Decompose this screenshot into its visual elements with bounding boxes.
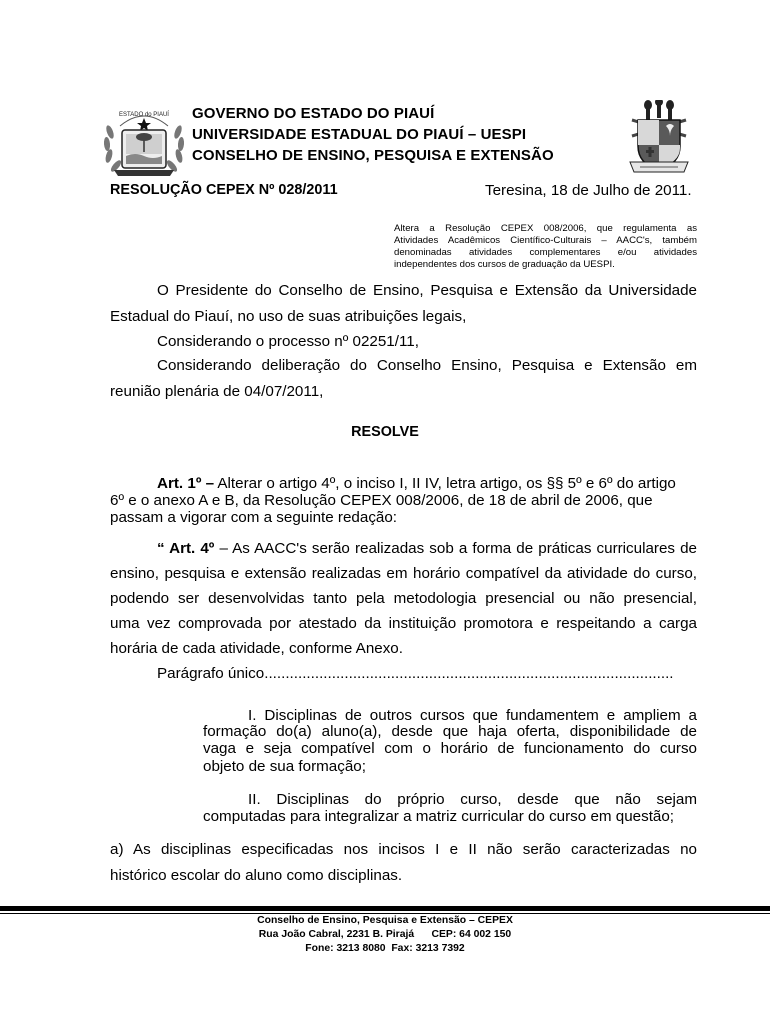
- art4-line: horária de cada atividade, conforme Anexo.: [110, 640, 403, 657]
- resolution-number: RESOLUÇÃO CEPEX Nº 028/2011: [110, 182, 338, 198]
- footer-address: Rua João Cabral, 2231 B. Pirajá CEP: 64 002 150: [258, 929, 512, 940]
- header-council: CONSELHO DE ENSINO, PESQUISA E EXTENSÃO: [192, 147, 554, 164]
- preamble-line: O Presidente do Conselho de Ensino, Pesquisa e Extensão da Universidade: [157, 282, 697, 299]
- inciso-i-line: formação do(a) aluno(a), desde que haja oferta, disponibilidade de: [203, 723, 697, 740]
- art4-line: podendo ser desenvolvidas tanto pela metodologia presencial ou não presencial,: [110, 590, 697, 607]
- place-date: Teresina, 18 de Julho de 2011.: [485, 182, 692, 199]
- ementa-line: independentes dos cursos de graduação da UESPI.: [394, 259, 615, 270]
- svg-text:ESTADO do PIAUÍ: ESTADO do PIAUÍ: [119, 112, 169, 118]
- alinea-a-line: histórico escolar do aluno como disciplinas.: [110, 867, 403, 884]
- inciso-ii-line: computadas para integralizar a matriz curricular do curso em questão;: [203, 808, 675, 825]
- art4-line: ensino, pesquisa e extensão realizadas em horário compatível da atividade do curso,: [110, 565, 697, 582]
- art4-label: “ Art. 4º: [157, 540, 215, 557]
- considering-deliberation: Considerando deliberação do Conselho Ensino, Pesquisa e Extensão em: [157, 357, 697, 374]
- inciso-i-line: I. Disciplinas de outros cursos que fundamentem e ampliem a: [248, 707, 697, 724]
- alinea-a-line: a) As disciplinas especificadas nos incisos I e II não serão caracterizadas no: [110, 841, 697, 858]
- ementa-line: denominadas atividades complementares e/ou atividades: [394, 247, 697, 258]
- considering-deliberation-cont: reunião plenária de 04/07/2011,: [110, 383, 324, 400]
- paragraph-unico: Parágrafo único.................................................................................................: [157, 665, 674, 682]
- piaui-state-emblem: [100, 104, 188, 180]
- art1-line: 6º e o anexo A e B, da Resolução CEPEX 008/2006, de 18 de abril de 2006, que: [110, 492, 653, 509]
- art1-label: Art. 1º –: [157, 475, 215, 492]
- considering-process: Considerando o processo nº 02251/11,: [157, 333, 419, 350]
- footer-council: Conselho de Ensino, Pesquisa e Extensão – CEPEX: [257, 915, 513, 926]
- art1-line: passam a vigorar com a seguinte redação:: [110, 509, 398, 526]
- resolve-heading: RESOLVE: [351, 424, 419, 440]
- art4-line: uma vez comprovada por atestado da instituição promotora e respeitando a carga: [110, 615, 697, 632]
- header-government: GOVERNO DO ESTADO DO PIAUÍ: [192, 105, 435, 122]
- footer-rule-thin: [0, 913, 770, 914]
- ementa-line: Altera a Resolução CEPEX 008/2006, que regulamenta as: [394, 223, 697, 234]
- inciso-ii-line: II. Disciplinas do próprio curso, desde que não sejam: [248, 791, 697, 808]
- art4-line: “ Art. 4º – As AACC's serão realizadas sob a forma de práticas curriculares de: [157, 540, 697, 557]
- inciso-i-line: objeto de sua formação;: [203, 758, 366, 775]
- footer-phone: Fone: 3213 8080 Fax: 3213 7392: [305, 943, 465, 954]
- header-university: UNIVERSIDADE ESTADUAL DO PIAUÍ – UESPI: [192, 126, 527, 143]
- preamble-line: Estadual do Piauí, no uso de suas atribuições legais,: [110, 308, 467, 325]
- art1-line: Art. 1º – Alterar o artigo 4º, o inciso I, II IV, letra artigo, os §§ 5º e 6º do artigo: [157, 475, 676, 492]
- uespi-coat-of-arms: [626, 100, 692, 174]
- footer-rule-thick: [0, 906, 770, 911]
- ementa-line: Atividades Acadêmicos Científico-Culturais – AACC's, também: [394, 235, 697, 246]
- inciso-i-line: vaga e seja compatível com o horário de funcionamento do curso: [203, 740, 697, 757]
